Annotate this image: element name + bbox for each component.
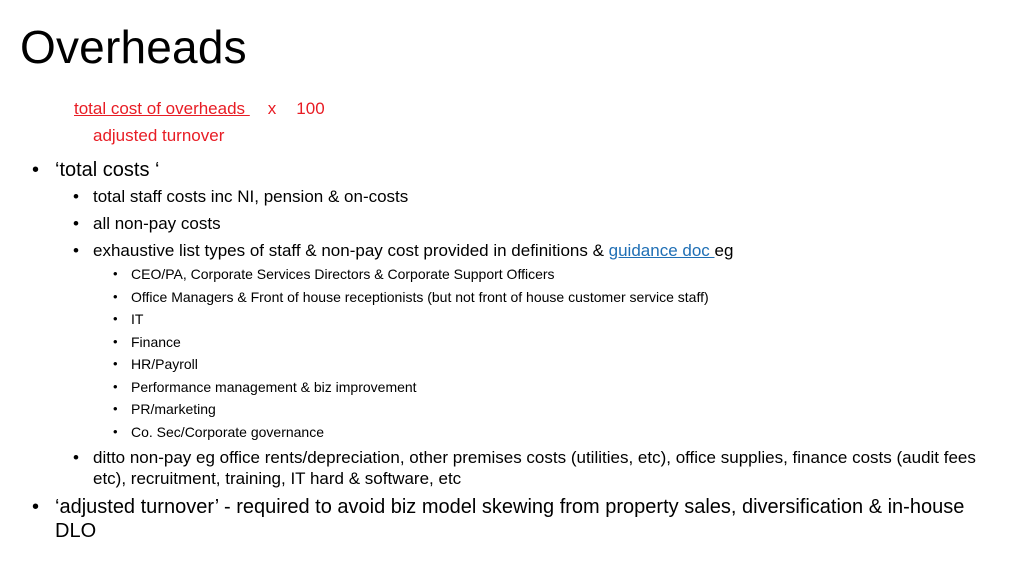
formula-denominator: adjusted turnover (93, 126, 225, 145)
bullet-list (32, 158, 992, 543)
sub-bullet-text: exhaustive list types of staff & non-pay cost provided in definitions & (93, 241, 609, 260)
sub-bullet-text: ditto non-pay eg office rents/depreciation, other premises costs (utilities, etc), office supplies, finance costs (audit fees etc), recruitment, training, IT hard & software, etc (93, 447, 976, 488)
sub-bullet-staff-costs (73, 186, 992, 207)
list-item: • HR/Payroll (113, 355, 992, 373)
slide-title: Overheads (20, 21, 247, 73)
sub-bullet-ditto-non-pay (73, 447, 992, 489)
bullet-adjusted-turnover (32, 495, 992, 543)
sub-bullet-exhaustive-list (73, 240, 992, 441)
overheads-formula (74, 98, 325, 147)
staff-types-list (93, 265, 992, 441)
formula-top-row (74, 98, 325, 120)
formula-numerator: total cost of overheads (74, 99, 250, 118)
sub-bullet-list (55, 186, 992, 489)
list-item: • PR/marketing (113, 400, 992, 418)
sub-bullet-non-pay-costs (73, 213, 992, 234)
bullet-text: ‘adjusted turnover’ - required to avoid biz model skewing from property sales, diversification & in-house DLO (55, 495, 965, 542)
list-item: • CEO/PA, Corporate Services Directors & Corporate Support Officers (113, 265, 992, 283)
formula-multiply-symbol: x (267, 99, 277, 118)
sub-bullet-text: total staff costs inc NI, pension & on-costs (93, 187, 409, 206)
list-item: • Office Managers & Front of house receptionists (but not front of house customer service staff) (113, 288, 992, 306)
bullet-total-costs (32, 158, 992, 489)
bullet-text: ‘total costs ‘ (55, 159, 160, 181)
list-item: • Finance (113, 333, 992, 351)
list-item: • Co. Sec/Corporate governance (113, 423, 992, 441)
sub-bullet-text: all non-pay costs (93, 214, 221, 233)
bullet-content (32, 158, 992, 543)
list-item: • Performance management & biz improvement (113, 378, 992, 396)
list-item: • IT (113, 310, 992, 328)
formula-multiplier-value: 100 (296, 99, 325, 118)
sub-bullet-text-after-link: eg (714, 241, 734, 260)
guidance-doc-link[interactable]: guidance doc (608, 241, 715, 260)
